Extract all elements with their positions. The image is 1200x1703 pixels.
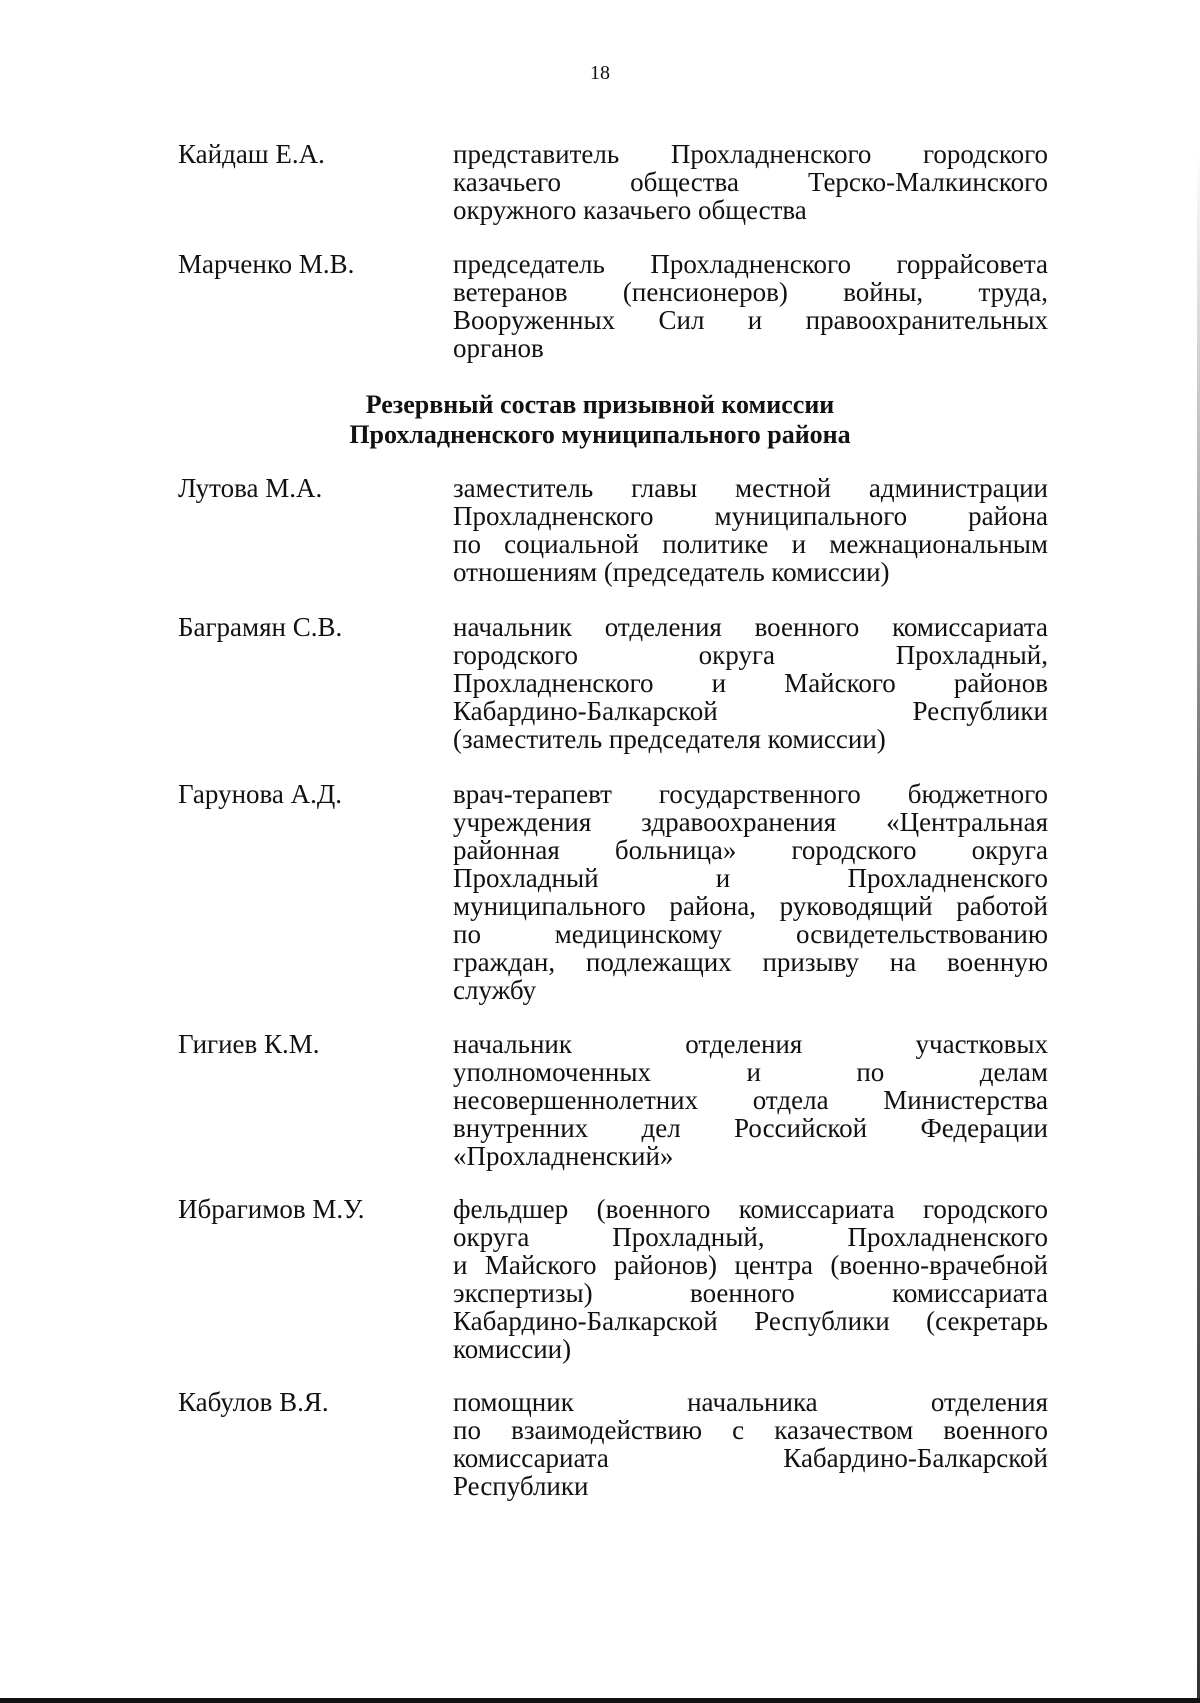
position-line: Кабардино-Балкарской Республики (секретарь [453, 1306, 1048, 1336]
position-line: и Майского районов) центра (военно-врачебной [453, 1250, 1048, 1280]
member-position [453, 474, 1048, 586]
position-line: казачьего общества Терско-Малкинского [453, 167, 1048, 197]
position-line: районная больница» городского округа [453, 835, 1048, 865]
position-line: Республики [453, 1471, 589, 1501]
position-line: Вооруженных Сил и правоохранительных [453, 305, 1048, 335]
position-line: фельдшер (военного комиссариата городского [453, 1194, 1048, 1224]
scan-edge-bottom [0, 1698, 1200, 1703]
member-position [453, 140, 1048, 224]
position-line: по взаимодействию с казачеством военного [453, 1415, 1048, 1445]
member-position [453, 1388, 1048, 1500]
position-line: отношениям (председатель комиссии) [453, 557, 890, 587]
position-line: органов [453, 333, 544, 363]
position-line: Прохладненского муниципального района [453, 501, 1048, 531]
member-name: Ибрагимов М.У. [178, 1194, 365, 1224]
position-line: начальник отделения участковых [453, 1029, 1048, 1059]
position-line: службу [453, 975, 537, 1005]
position-line: председатель Прохладненского горрайсовета [453, 249, 1048, 279]
position-line: экспертизы) военного комиссариата [453, 1278, 1048, 1308]
page-number: 18 [590, 62, 610, 84]
position-line: комиссариата Кабардино-Балкарской [453, 1443, 1048, 1473]
position-line: комиссии) [453, 1334, 572, 1364]
position-line: городского округа Прохладный, [453, 640, 1048, 670]
member-position [453, 250, 1048, 362]
member-name: Баграмян С.В. [178, 612, 343, 642]
position-line: «Прохладненский» [453, 1141, 674, 1171]
reserve-section-heading [0, 390, 1200, 450]
member-name: Лутова М.А. [178, 473, 323, 503]
position-line: округа Прохладный, Прохладненского [453, 1222, 1048, 1252]
position-line: помощник начальника отделения [453, 1387, 1048, 1417]
position-line: заместитель главы местной администрации [453, 473, 1048, 503]
position-line: по социальной политике и межнациональным [453, 529, 1048, 559]
member-name: Кайдаш Е.А. [178, 139, 325, 169]
position-line: ветеранов (пенсионеров) войны, труда, [453, 277, 1048, 307]
position-line: граждан, подлежащих призыву на военную [453, 947, 1048, 977]
member-name: Гарунова А.Д. [178, 779, 343, 809]
position-line: Прохладненского и Майского районов [453, 668, 1048, 698]
member-name: Марченко М.В. [178, 249, 355, 279]
position-line: по медицинскому освидетельствованию [453, 919, 1048, 949]
member-position [453, 780, 1048, 1004]
member-name: Кабулов В.Я. [178, 1387, 329, 1417]
position-line: муниципального района, руководящий работой [453, 891, 1048, 921]
position-line: (заместитель председателя комиссии) [453, 724, 886, 754]
position-line: врач-терапевт государственного бюджетного [453, 779, 1048, 809]
position-line: Прохладный и Прохладненского [453, 863, 1048, 893]
position-line: учреждения здравоохранения «Центральная [453, 807, 1048, 837]
heading-line: Прохладненского муниципального района [349, 420, 851, 449]
member-position [453, 613, 1048, 753]
heading-line: Резервный состав призывной комиссии [365, 390, 835, 419]
member-position [453, 1195, 1048, 1363]
position-line: Кабардино-Балкарской Республики [453, 696, 1048, 726]
position-line: уполномоченных и по делам [453, 1057, 1048, 1087]
position-line: начальник отделения военного комиссариата [453, 612, 1048, 642]
position-line: окружного казачьего общества [453, 195, 807, 225]
position-line: несовершеннолетних отдела Министерства [453, 1085, 1048, 1115]
member-name: Гигиев К.М. [178, 1029, 320, 1059]
position-line: внутренних дел Российской Федерации [453, 1113, 1048, 1143]
position-line: представитель Прохладненского городского [453, 139, 1048, 169]
member-position [453, 1030, 1048, 1170]
